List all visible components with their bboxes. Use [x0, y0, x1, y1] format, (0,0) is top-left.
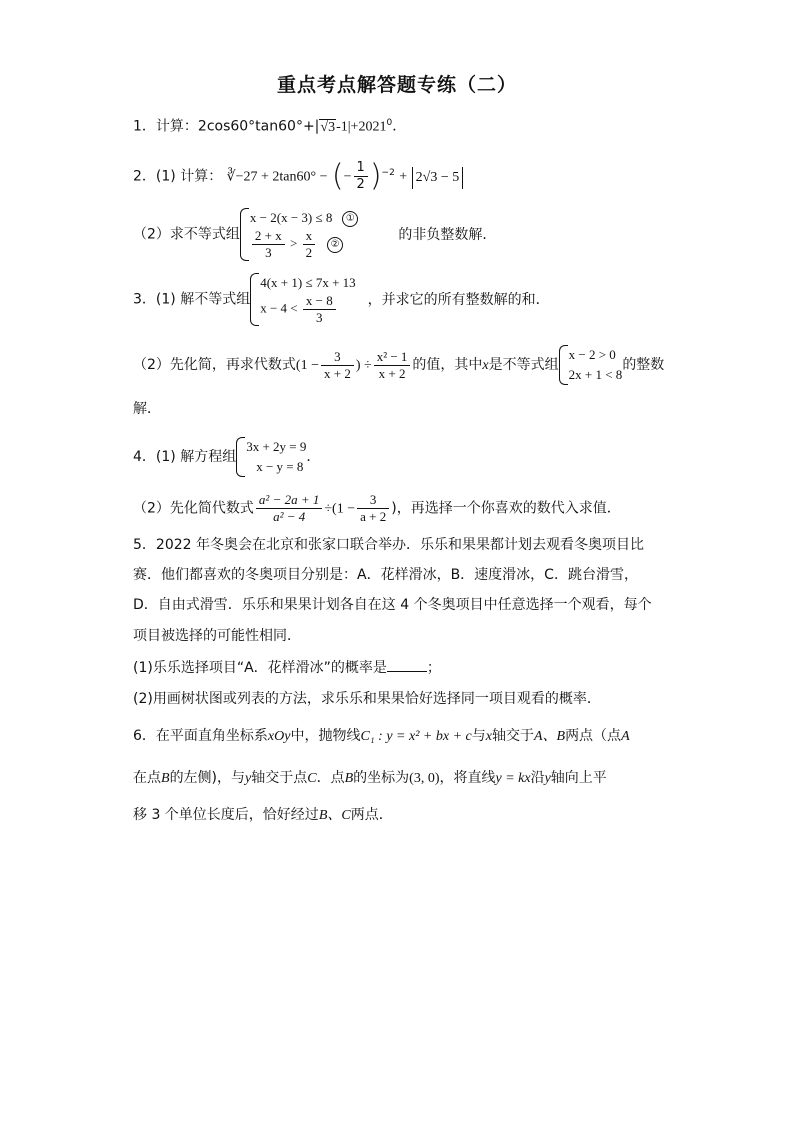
q2-p2-frac-rhs: $\frac{x}{2}$ [303, 228, 316, 261]
answer-blank[interactable] [387, 671, 427, 672]
q4-p2-tail: )，再选择一个你喜欢的数代入求值． [391, 500, 621, 517]
question-4-part-1 [133, 437, 320, 477]
question-6-line-1: 6．在平面直角坐标系xOy中，抛物线C₁ : y = x² + bx + c与x轴交于A、B两点（点A [133, 728, 630, 744]
question-5-line-1: 5．2022 年冬奥会在北京和张家口联合举办．乐乐和果果都计划去观看冬奥项目比 [133, 537, 644, 553]
q2-p1-abs: 2√3 − 5 [412, 167, 464, 189]
q1-exponent: 0 [386, 118, 393, 128]
question-5-line-5 [133, 657, 441, 679]
q2-p2-label: （2）求不等式组 [133, 226, 240, 243]
q1-rest: -1|+2021 [336, 119, 387, 135]
q3-p1-label: 3．(1) 解不等式组 [133, 291, 251, 308]
question-6-line-3: 移 3 个单位长度后，恰好经过B、C两点． [133, 807, 393, 823]
q2-p2-system: x − 2(x − 3) ≤ 8 ① $\frac{2 + x}{3}$ > $\frac{x}{2}$ ② [240, 208, 358, 261]
q2-p1-exponent: −2 [381, 167, 395, 178]
page-title: 重点考点解答题专练（二） [276, 74, 517, 96]
q4-p1-end: ． [306, 449, 321, 465]
q2-p1-fraction: $\frac{1}{2}$ [354, 160, 368, 193]
question-5-line-4: 项目被选择的可能性相同． [133, 628, 301, 644]
q3-p1-row1: 4(x + 1) ≤ 7x + 13 [260, 275, 356, 290]
question-5-line-2: 赛．他们都喜欢的冬奥项目分别是：A．花样滑冰，B．速度滑冰，C．跳台滑雪， [133, 567, 638, 583]
question-3-part-2 [133, 345, 664, 385]
q3-p2-var: x [482, 358, 489, 373]
q4-p2-label: （2）先化简代数式 [133, 500, 254, 517]
q2-close-paren: ) [369, 158, 382, 194]
q3-p2-mid: 的值，其中 [412, 357, 483, 373]
q2-p1-label: 2．(1) 计算： [133, 168, 223, 185]
q2-p2-frac-lhs: $\frac{2 + x}{3}$ [252, 228, 285, 261]
q2-p2-row1: x − 2(x − 3) ≤ 8 [249, 210, 333, 225]
question-1 [133, 112, 406, 139]
question-5-line-3: D．自由式滑雪．乐乐和果果计划各自在这 4 个冬奥项目中任意选择一个观看，每个 [133, 597, 652, 613]
q1-text: 1．计算：2cos60°tan60°+| [133, 118, 320, 135]
q4-p2-frac2: $\frac{3}{a + 2}$ [357, 492, 389, 525]
q2-circle-1: ① [342, 211, 358, 227]
q5-sub1-end: ； [426, 660, 441, 676]
q3-p2-label: （2）先化简，再求代数式 [133, 357, 296, 373]
question-3-part-2-cont: 解． [133, 401, 161, 417]
q2-p1-plus: + [399, 169, 408, 185]
q1-sqrt: √3 [320, 119, 336, 135]
q4-p2-frac1: $\frac{\text{a² − 2a + 1}}{\text{a² − 4}}$ [256, 492, 322, 525]
q2-minus: − [343, 169, 352, 185]
q3-p2-system: x − 2 > 0 2x + 1 < 8 [559, 345, 623, 385]
q3-p2-frac2: $\frac{\text{x² − 1}}{x + 2}$ [374, 349, 411, 382]
q5-sub1-text: (1)乐乐选择项目“A．花样滑冰”的概率是 [133, 660, 387, 676]
q2-circle-2: ② [327, 237, 343, 253]
q3-p2-frac1: $\frac{3}{x + 2}$ [321, 349, 354, 382]
q3-p1-row2-lhs: x − 4 < [260, 300, 298, 316]
question-2-part-2 [133, 208, 496, 261]
q3-p1-tail: ，并求它的所有整数解的和． [367, 291, 550, 308]
q3-p2-tail: 的整数 [622, 357, 665, 373]
q2-p1-expr: ∛−27 + 2tan60° − [226, 169, 328, 185]
q1-end: ． [392, 118, 407, 135]
question-6-line-2: 在点B的左侧)，与y轴交于点C．点B的坐标为(3, 0)，将直线y = kx沿y轴向上平 [133, 770, 607, 786]
q3-p2-expr-a: (1 − [295, 358, 319, 373]
q4-p2-op: ÷(1 − [324, 501, 356, 517]
q3-p1-system [250, 273, 355, 326]
q4-p1-system: 3x + 2y = 9 x − y = 8 [236, 437, 306, 477]
q3-p1-row2-frac: $\frac{x - 8}{3}$ [303, 293, 336, 326]
q3-p2-expr-b: ) ÷ [355, 358, 372, 373]
q4-p1-label: 4．(1) 解方程组 [133, 449, 237, 465]
question-3-part-1 [133, 273, 550, 326]
q2-p2-tail: 的非负整数解． [398, 226, 497, 243]
question-2-part-1 [133, 160, 463, 193]
q3-p2-mid2: 是不等式组 [488, 357, 559, 373]
question-5-line-6: (2)用画树状图或列表的方法，求乐乐和果果恰好选择同一项目观看的概率． [133, 691, 601, 707]
q2-open-paren: ( [331, 158, 344, 194]
question-4-part-2 [133, 492, 621, 525]
